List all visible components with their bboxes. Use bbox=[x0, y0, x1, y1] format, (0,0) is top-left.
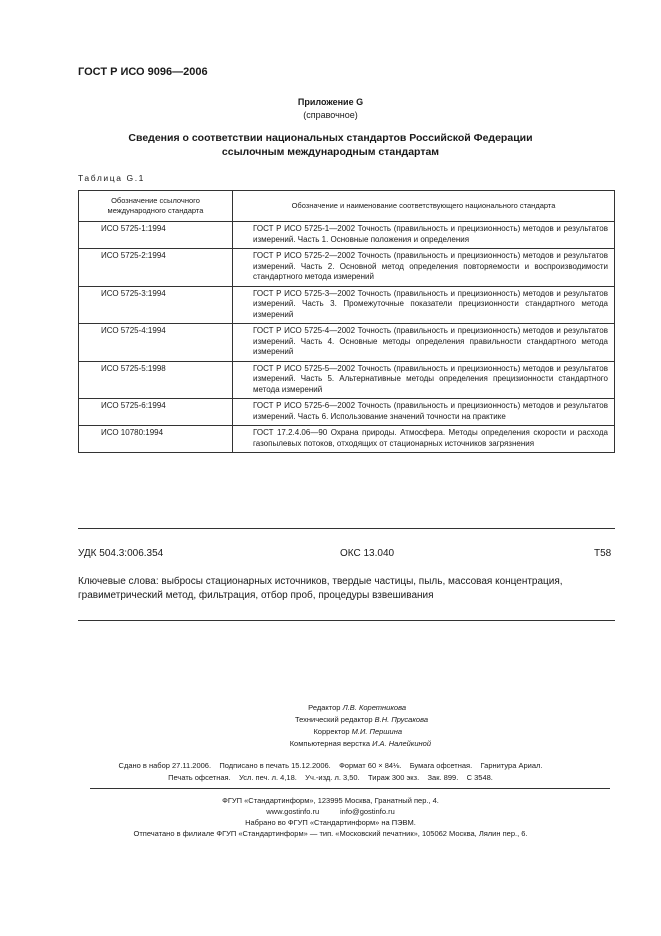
credit-name: В.Н. Прусакова bbox=[374, 715, 428, 724]
group-code: Т58 bbox=[594, 548, 612, 559]
col-header-intl: Обозначение ссылочного международного стандарта bbox=[79, 191, 233, 222]
imprint-divider bbox=[90, 788, 610, 789]
annex-heading-line2: ссылочным международным стандартам bbox=[221, 146, 440, 158]
intl-standard-cell: ИСО 10780:1994 bbox=[79, 426, 233, 453]
printing-note: Отпечатано в филиале ФГУП «Стандартинформ» — тип. «Московский печатник», 105062 Москва, Лялин пер., 6. bbox=[133, 829, 528, 838]
imprint-line: Сдано в набор 27.11.2006. Подписано в печать 15.12.2006. Формат 60 × 84⅛. Бумага офсетная. Гарнитура Ариал. bbox=[118, 761, 543, 770]
natl-standard-text: ГОСТ Р ИСО 5725-4—2002 Точность (правильность и прецизионность) методов и результатов измерений. Часть 4. Основные методы определения правильности стандартного метода измерений bbox=[253, 326, 608, 356]
credit-layout bbox=[0, 738, 431, 750]
table-caption: Таблица G.1 bbox=[78, 173, 145, 183]
table-row bbox=[79, 286, 615, 324]
intl-standard-cell: ИСО 5725-4:1994 bbox=[79, 324, 233, 362]
table-row bbox=[79, 324, 615, 362]
credit-label: Редактор bbox=[308, 703, 341, 712]
natl-standard-cell bbox=[233, 361, 615, 399]
natl-standard-text: ГОСТ Р ИСО 5725-6—2002 Точность (правильность и прецизионность) методов и результатов измерений. Часть 6. Использование значений точности на практике bbox=[253, 401, 608, 421]
keywords: Ключевые слова: выбросы стационарных источников, твердые частицы, пыль, массовая концентрация, гравиметрический метод, фильтрация, отбор проб, процедуры взвешивания bbox=[78, 576, 563, 601]
table-row bbox=[79, 249, 615, 287]
natl-standard-cell bbox=[233, 286, 615, 324]
typeset-note: Набрано во ФГУП «Стандартинформ» на ПЭВМ. bbox=[245, 818, 416, 827]
publisher-web: www.gostinfo.ru info@gostinfo.ru bbox=[266, 807, 395, 816]
publisher-address: ФГУП «Стандартинформ», 123995 Москва, Гранатный пер., 4. bbox=[222, 796, 439, 805]
table-row bbox=[79, 399, 615, 426]
annex-heading-line1: Сведения о соответствии национальных стандартов Российской Федерации bbox=[128, 132, 533, 144]
table-header-row bbox=[79, 191, 615, 222]
divider-bottom bbox=[78, 620, 615, 621]
oks-code: ОКС 13.040 bbox=[340, 548, 395, 559]
annex-kind: (справочное) bbox=[303, 110, 358, 120]
credit-proofreader bbox=[0, 726, 402, 738]
natl-standard-cell bbox=[233, 324, 615, 362]
natl-standard-cell bbox=[233, 222, 615, 249]
natl-standard-cell bbox=[233, 426, 615, 453]
table-row bbox=[79, 361, 615, 399]
natl-standard-text: ГОСТ Р ИСО 5725-2—2002 Точность (правильность и прецизионность) методов и результатов измерений. Часть 2. Основной метод определения повторяемости и воспроизводимости стандартного метода измерений bbox=[253, 251, 608, 281]
col-header-natl: Обозначение и наименование соответствующего национального стандарта bbox=[233, 191, 615, 222]
udk-code: УДК 504.3:006.354 bbox=[78, 548, 164, 559]
natl-standard-cell bbox=[233, 399, 615, 426]
natl-standard-cell bbox=[233, 249, 615, 287]
annex-title: Приложение G bbox=[297, 97, 364, 107]
intl-standard-cell: ИСО 5725-5:1998 bbox=[79, 361, 233, 399]
imprint-line: Печать офсетная. Усл. печ. л. 4,18. Уч.-изд. л. 3,50. Тираж 300 экз. Зак. 899. С 3548. bbox=[168, 773, 493, 782]
credit-label: Компьютерная верстка bbox=[289, 739, 371, 748]
intl-standard-cell: ИСО 5725-6:1994 bbox=[79, 399, 233, 426]
table-row bbox=[79, 426, 615, 453]
credit-name: Л.В. Коретникова bbox=[342, 703, 406, 712]
natl-standard-text: ГОСТ Р ИСО 5725-1—2002 Точность (правильность и прецизионность) методов и результатов измерений. Часть 1. Основные положения и определения bbox=[253, 224, 608, 244]
document-code: ГОСТ Р ИСО 9096—2006 bbox=[78, 66, 208, 78]
natl-standard-text: ГОСТ 17.2.4.06—90 Охрана природы. Атмосфера. Методы определения скорости и расхода газопылевых потоков, отходящих от стационарных источников загрязнения bbox=[253, 428, 608, 448]
credit-name: М.И. Першина bbox=[351, 727, 402, 736]
credit-label: Корректор bbox=[313, 727, 350, 736]
correspondence-table bbox=[78, 190, 615, 453]
credit-editor bbox=[0, 702, 406, 714]
intl-standard-cell: ИСО 5725-1:1994 bbox=[79, 222, 233, 249]
divider-top bbox=[78, 528, 615, 529]
credit-name: И.А. Налейкиной bbox=[372, 739, 431, 748]
natl-standard-text: ГОСТ Р ИСО 5725-3—2002 Точность (правильность и прецизионность) методов и результатов измерений. Часть 3. Промежуточные показатели прецизионности стандартного метода измерений bbox=[253, 288, 608, 319]
annex-heading bbox=[0, 131, 661, 159]
natl-standard-text: ГОСТ Р ИСО 5725-5—2002 Точность (правильность и прецизионность) методов и результатов измерений. Часть 5. Альтернативные методы определения прецизионности стандартного метода измерений bbox=[253, 363, 608, 394]
intl-standard-cell: ИСО 5725-3:1994 bbox=[79, 286, 233, 324]
credit-label: Технический редактор bbox=[294, 715, 373, 724]
table-row bbox=[79, 222, 615, 249]
intl-standard-cell: ИСО 5725-2:1994 bbox=[79, 249, 233, 287]
credit-tech-editor bbox=[0, 714, 428, 726]
